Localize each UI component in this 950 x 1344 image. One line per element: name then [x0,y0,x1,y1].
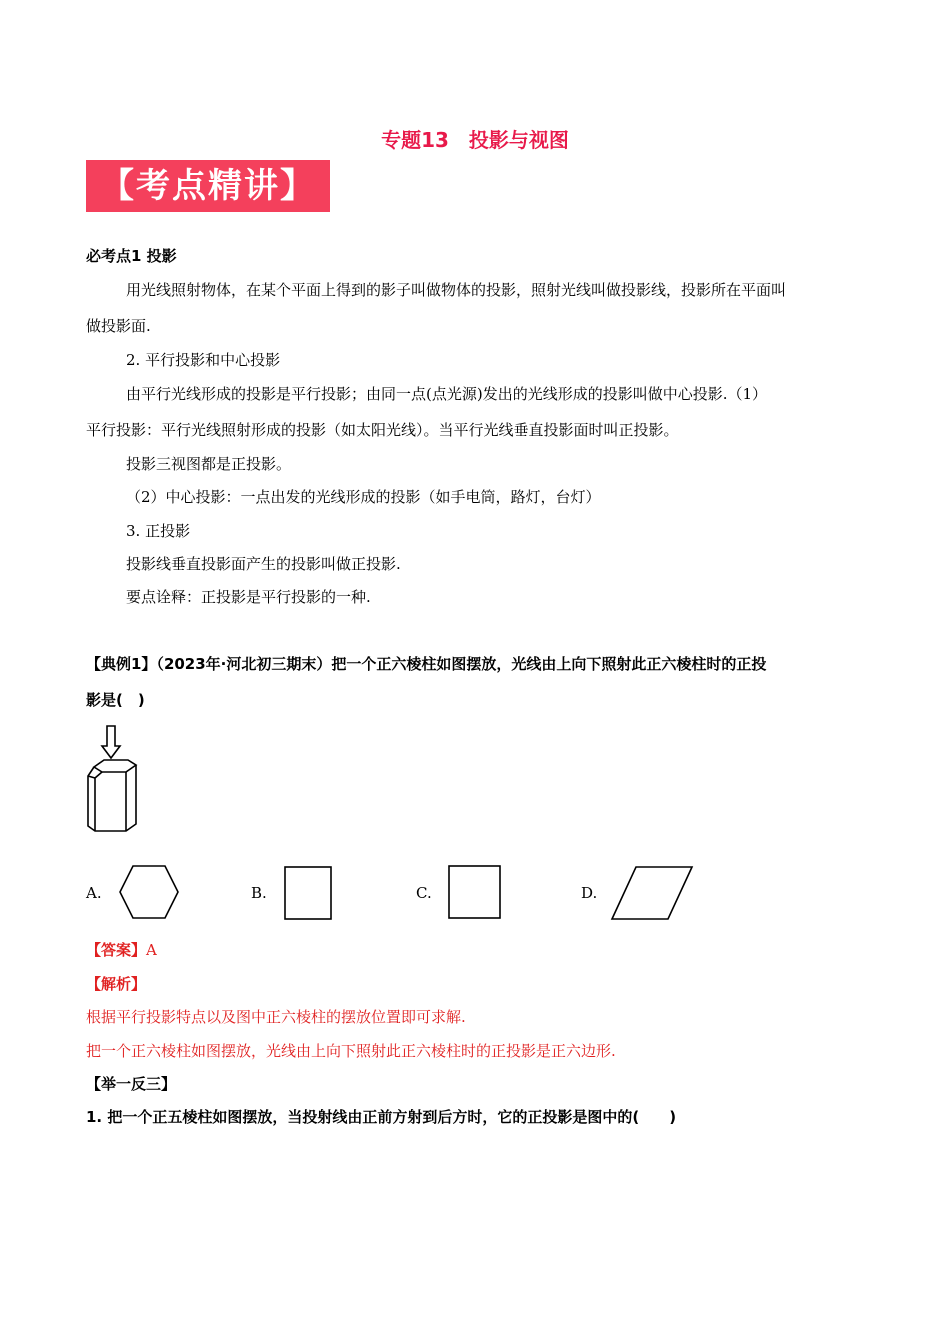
practice-tag: 【举一反三】 [86,1075,177,1093]
paragraph-line: 2. 平行投影和中心投影 [126,351,281,369]
section-banner: 【考点精讲】 [86,160,330,212]
answer-value: A [146,941,157,959]
option-label-a: A. [86,884,102,902]
section-heading: 必考点1 投影 [86,247,177,265]
paragraph-line: 用光线照射物体，在某个平面上得到的影子叫做物体的投影，照射光线叫做投影线，投影所在平面叫 [126,281,787,299]
square-icon [448,865,501,919]
example-question: 【典例1】（2023年·河北初三期末）把一个正六棱柱如图摆放，光线由上向下照射此正六棱柱时的正投 [86,655,767,673]
analysis-tag: 【解析】 [86,975,147,993]
practice-question-1: 1. 把一个正五棱柱如图摆放，当投射线由正前方射到后方时，它的正投影是图中的( ) [86,1108,677,1126]
paragraph-line: 平行投影：平行光线照射形成的投影（如太阳光线）。当平行光线垂直投影面时叫正投影。 [86,421,679,439]
paragraph-line: 3. 正投影 [126,522,191,540]
paragraph-line: （2）中心投影：一点出发的光线形成的投影（如手电筒，路灯，台灯） [126,488,601,506]
parallelogram-icon [610,866,694,920]
answer-line [86,940,157,960]
paragraph-line: 要点诠释：正投影是平行投影的一种. [126,588,371,606]
option-label-d: D. [581,884,598,902]
paragraph-line: 投影三视图都是正投影。 [126,455,292,473]
paragraph-line: 投影线垂直投影面产生的投影叫做正投影. [126,555,401,573]
option-label-b: B. [251,884,267,902]
analysis-line: 根据平行投影特点以及图中正六棱柱的摆放位置即可求解. [86,1008,466,1026]
option-label-c: C. [416,884,432,902]
square-icon [284,866,332,920]
page-title: 专题13 投影与视图 [381,128,569,152]
hexagon-icon [118,864,180,920]
paragraph-line: 做投影面. [86,317,151,335]
answer-tag: 【答案】 [86,941,147,959]
down-arrow-icon [102,726,120,758]
analysis-line: 把一个正六棱柱如图摆放，光线由上向下照射此正六棱柱时的正投影是正六边形. [86,1042,616,1060]
example-question: 影是( ) [86,691,145,709]
hexagonal-prism-figure [84,724,140,836]
paragraph-line: 由平行光线形成的投影是平行投影；由同一点(点光源)发出的光线形成的投影叫做中心投影.（1） [126,385,768,403]
